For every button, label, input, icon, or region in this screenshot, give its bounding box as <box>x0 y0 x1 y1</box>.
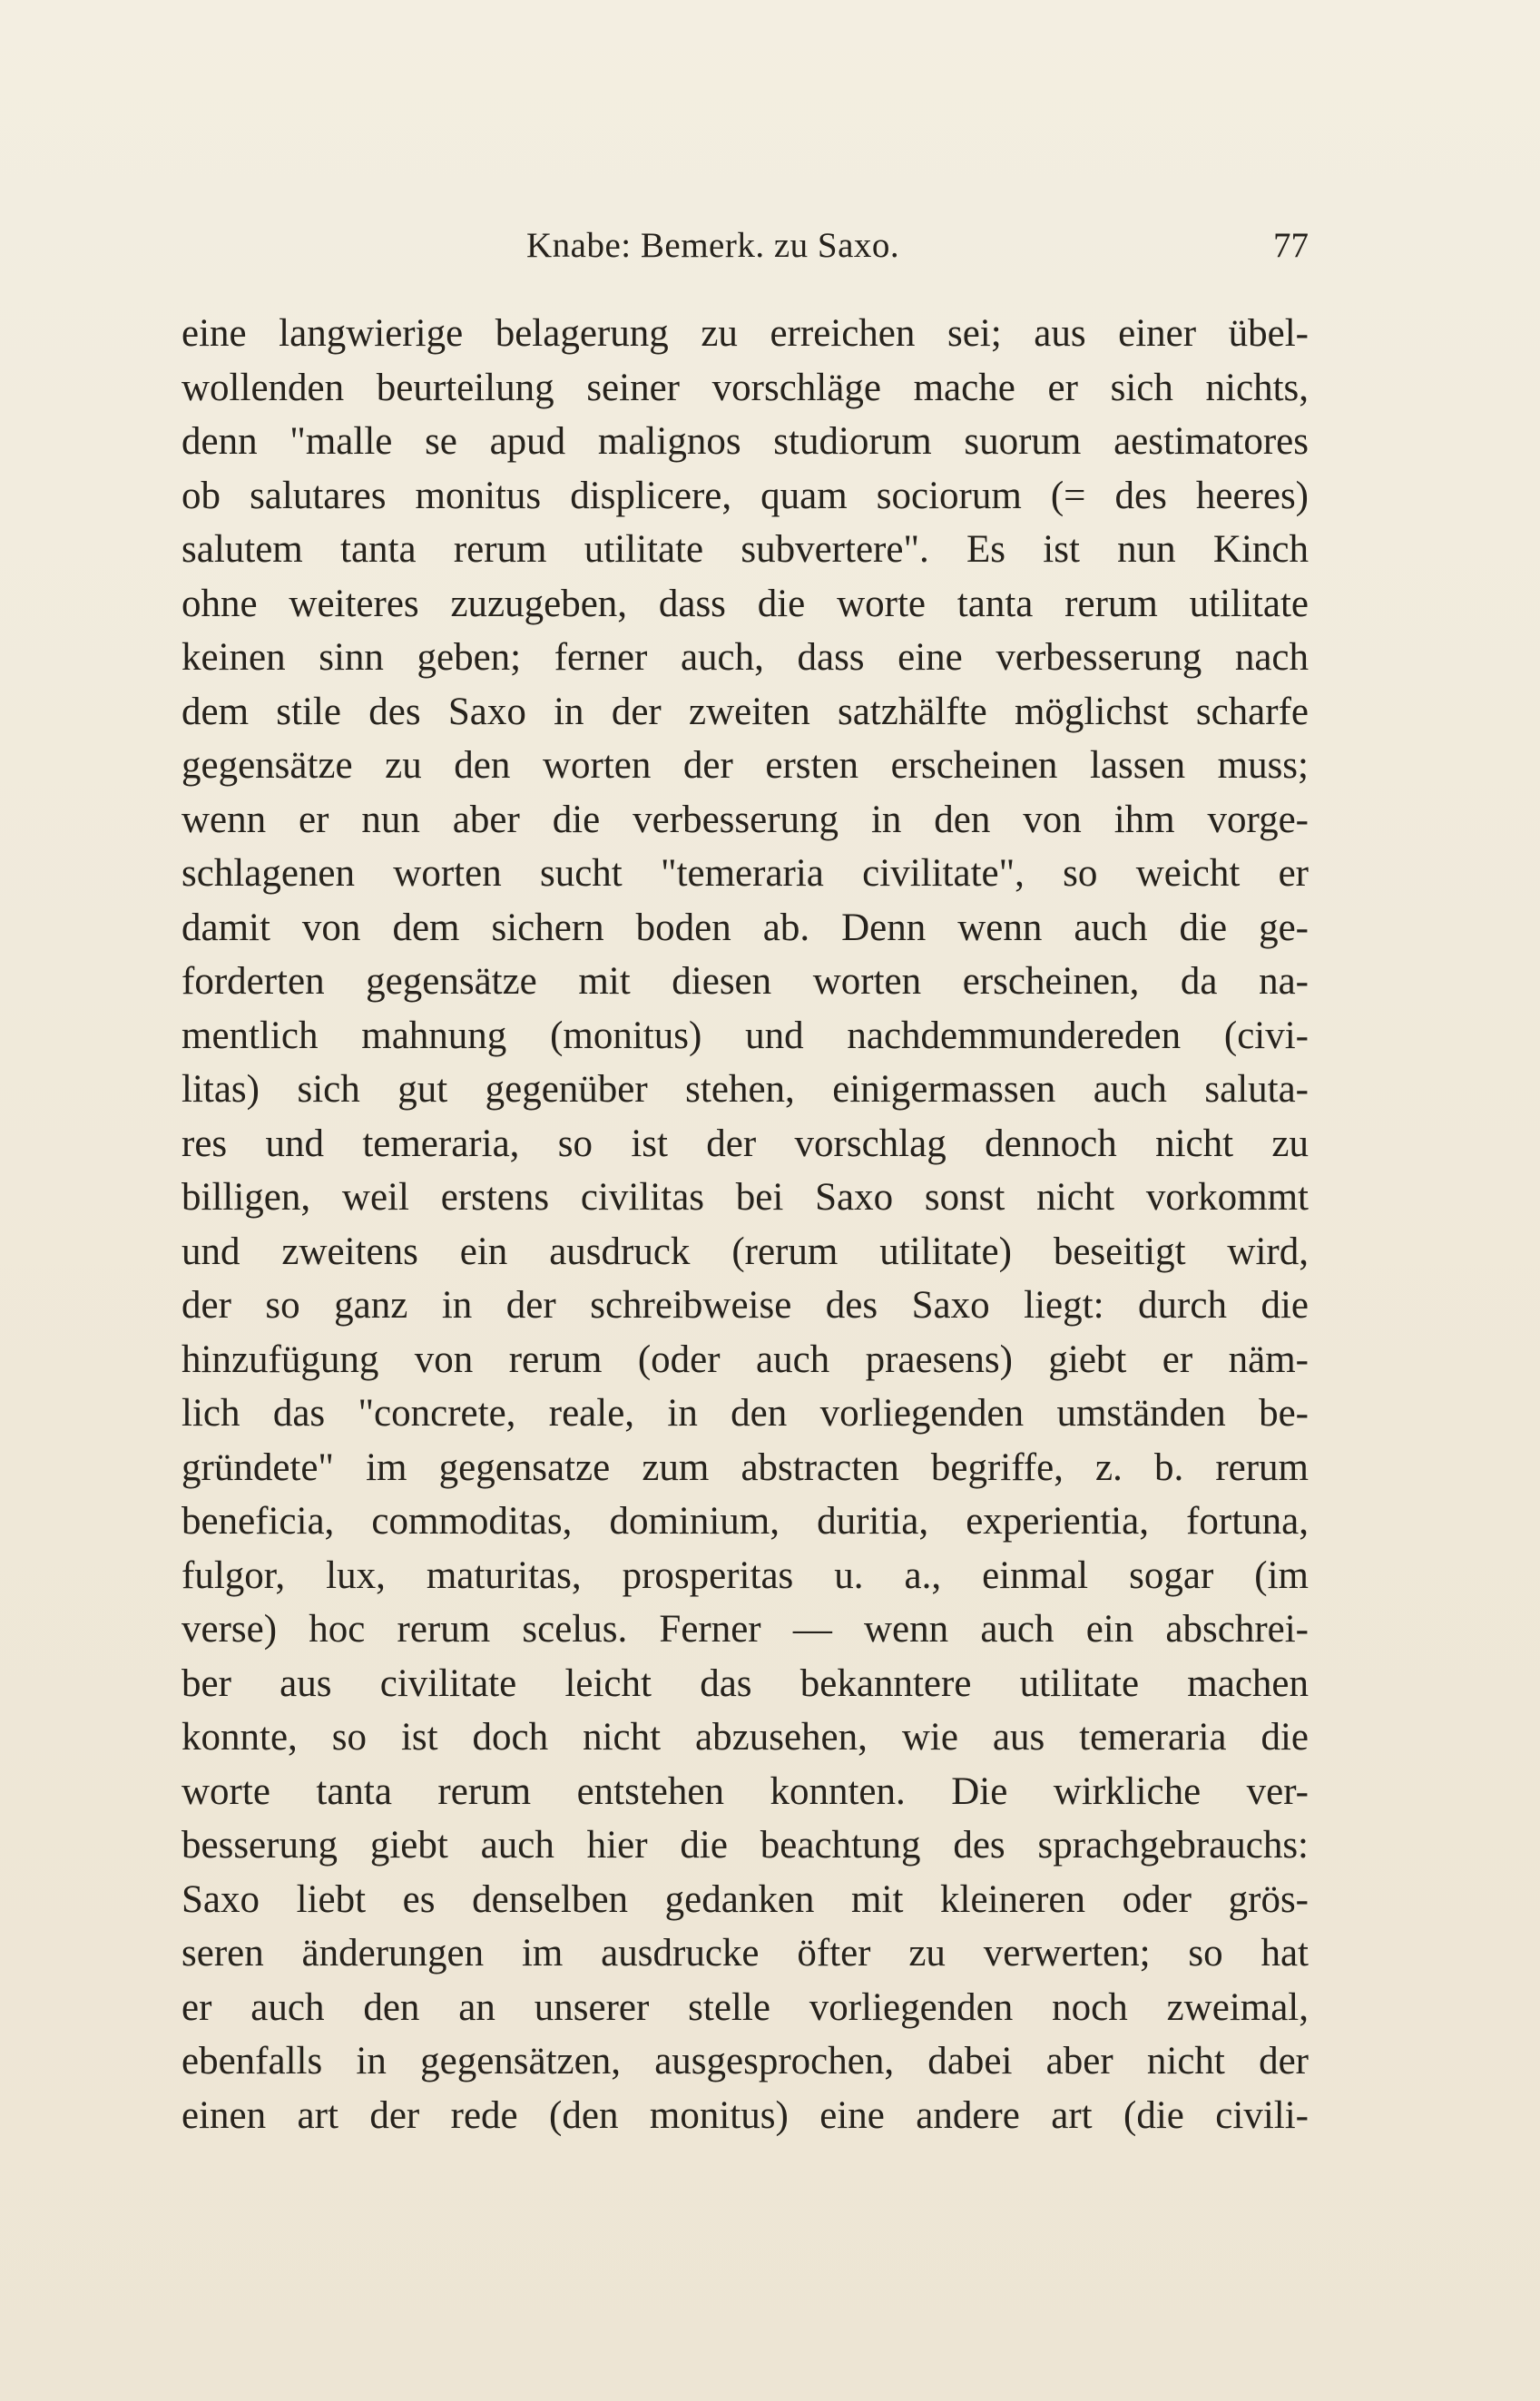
text-line: schlagenen worten sucht "temeraria civilitate", so weicht er <box>181 852 1309 895</box>
text-line: und zweitens ein ausdruck (rerum utilitate) beseitigt wird, <box>181 1230 1309 1273</box>
text-line: fulgor, lux, maturitas, prosperitas u. a., einmal sogar (im <box>181 1553 1309 1597</box>
text-line: denn "malle se apud malignos studiorum suorum aestimatores <box>181 420 1309 463</box>
text-line: billigen, weil erstens civilitas bei Saxo sonst nicht vorkommt <box>181 1176 1309 1219</box>
text-line: dem stile des Saxo in der zweiten satzhälfte möglichst scharfe <box>181 690 1309 733</box>
page-number: 77 <box>1273 226 1309 265</box>
text-line: eine langwierige belagerung zu erreichen sei; aus einer übel- <box>181 312 1309 355</box>
body-text <box>181 307 1309 2142</box>
text-line: der so ganz in der schreibweise des Saxo liegt: durch die <box>181 1284 1309 1327</box>
text-line: hinzufügung von rerum (oder auch praesens) giebt er näm- <box>181 1338 1309 1381</box>
text-line: wollenden beurteilung seiner vorschläge mache er sich nichts, <box>181 366 1309 409</box>
text-line: res und temeraria, so ist der vorschlag dennoch nicht zu <box>181 1122 1309 1165</box>
text-line: beneficia, commoditas, dominium, duritia, experientia, fortuna, <box>181 1500 1309 1543</box>
page-header <box>181 225 1309 279</box>
text-line: Saxo liebt es denselben gedanken mit kleineren oder grös- <box>181 1877 1309 1921</box>
text-line: verse) hoc rerum scelus. Ferner — wenn auch ein abschrei- <box>181 1608 1309 1651</box>
text-line: gründete" im gegensatze zum abstracten begriffe, z. b. rerum <box>181 1446 1309 1489</box>
text-line: seren änderungen im ausdrucke öfter zu verwerten; so hat <box>181 1932 1309 1975</box>
text-line: er auch den an unserer stelle vorliegenden noch zweimal, <box>181 1985 1309 2029</box>
text-line: litas) sich gut gegenüber stehen, einigermassen auch saluta- <box>181 1068 1309 1111</box>
text-line: ebenfalls in gegensätzen, ausgesprochen, dabei aber nicht der <box>181 2040 1309 2082</box>
text-line: mentlich mahnung (monitus) und nachdemmundereden (civi- <box>181 1014 1309 1057</box>
text-line: forderten gegensätze mit diesen worten erscheinen, da na- <box>181 960 1309 1003</box>
text-line: damit von dem sichern boden ab. Denn wenn auch die ge- <box>181 906 1309 949</box>
text-line: lich das "concrete, reale, in den vorliegenden umständen be- <box>181 1392 1309 1435</box>
text-line: keinen sinn geben; ferner auch, dass eine verbesserung nach <box>181 636 1309 679</box>
text-line: ber aus civilitate leicht das bekanntere utilitate machen <box>181 1661 1309 1705</box>
text-line: gegensätze zu den worten der ersten erscheinen lassen muss; <box>181 744 1309 787</box>
text-line: besserung giebt auch hier die beachtung des sprachgebrauchs: <box>181 1824 1309 1867</box>
text-line: worte tanta rerum entstehen konnten. Die wirkliche ver- <box>181 1769 1309 1813</box>
running-head: Knabe: Bemerk. zu Saxo. <box>526 226 900 265</box>
text-line: einen art der rede (den monitus) eine andere art (die civili- <box>181 2093 1309 2137</box>
text-line: konnte, so ist doch nicht abzusehen, wie aus temeraria die <box>181 1716 1309 1759</box>
text-line: ohne weiteres zuzugeben, dass die worte tanta rerum utilitate <box>181 582 1309 625</box>
text-line: ob salutares monitus displicere, quam sociorum (= des heeres) <box>181 474 1309 517</box>
text-line: salutem tanta rerum utilitate subvertere". Es ist nun Kinch <box>181 528 1309 571</box>
text-line: wenn er nun aber die verbesserung in den von ihm vorge- <box>181 798 1309 841</box>
